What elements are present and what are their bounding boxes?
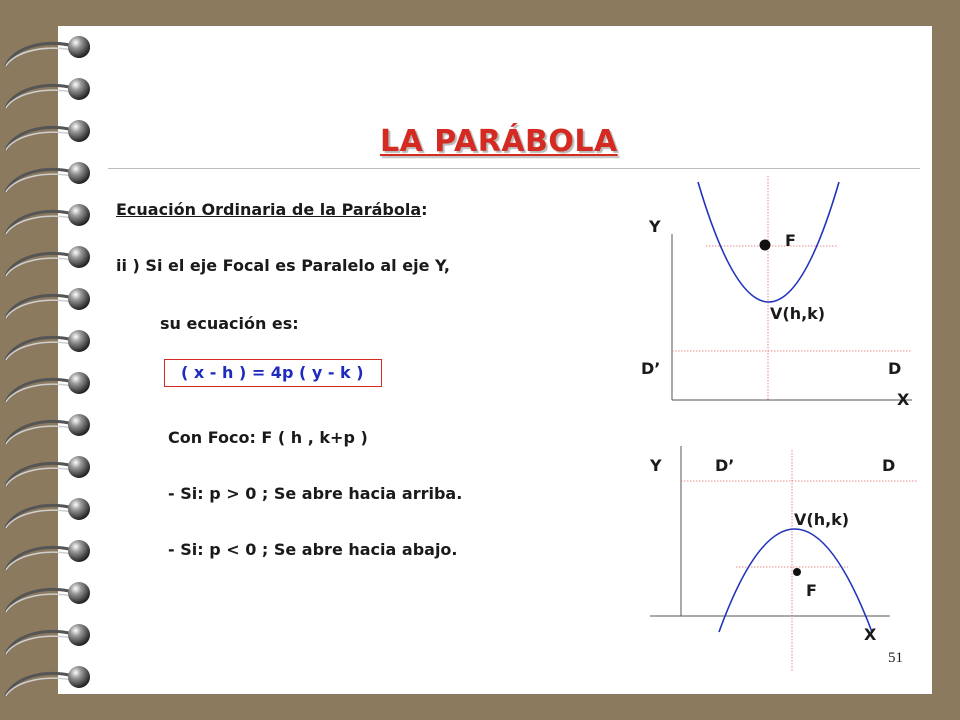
up-focus-label: F: [785, 231, 796, 250]
down-directrix-right-label: D: [882, 456, 896, 475]
down-focus-point: [793, 568, 801, 576]
intro-text: su ecuación es:: [160, 314, 299, 333]
down-directrix-left-label: D’: [715, 456, 735, 475]
down-vertex-label: V(h,k): [794, 510, 850, 529]
down-y-label: Y: [650, 456, 662, 475]
diagram-opens-down: [649, 446, 918, 672]
up-x-label: X: [897, 390, 910, 409]
page-number: 51: [888, 650, 903, 666]
down-parabola-curve: [719, 529, 872, 632]
slide-title: LA PARÁBOLA: [380, 124, 618, 159]
up-directrix-right-label: D: [888, 359, 902, 378]
section-heading-text: Ecuación Ordinaria de la Parábola: [116, 200, 422, 219]
equation-text: ( x - h ) = 4p ( y - k ): [181, 363, 364, 382]
section-heading-colon: :: [421, 200, 428, 219]
up-directrix-left-label: D’: [641, 359, 661, 378]
diagram-opens-up: [641, 176, 912, 409]
focus-text: Con Foco: F ( h , k+p ): [168, 428, 368, 447]
case-text: ii ) Si el eje Focal es Paralelo al eje Y,: [116, 256, 451, 275]
rule-opens-down: - Si: p < 0 ; Se abre hacia abajo.: [168, 540, 458, 559]
down-focus-label: F: [806, 581, 817, 600]
down-x-label: X: [864, 625, 877, 644]
up-y-label: Y: [649, 217, 661, 236]
up-focus-point: [760, 240, 771, 251]
rule-opens-up: - Si: p > 0 ; Se abre hacia arriba.: [168, 484, 463, 503]
up-vertex-label: V(h,k): [770, 304, 826, 323]
